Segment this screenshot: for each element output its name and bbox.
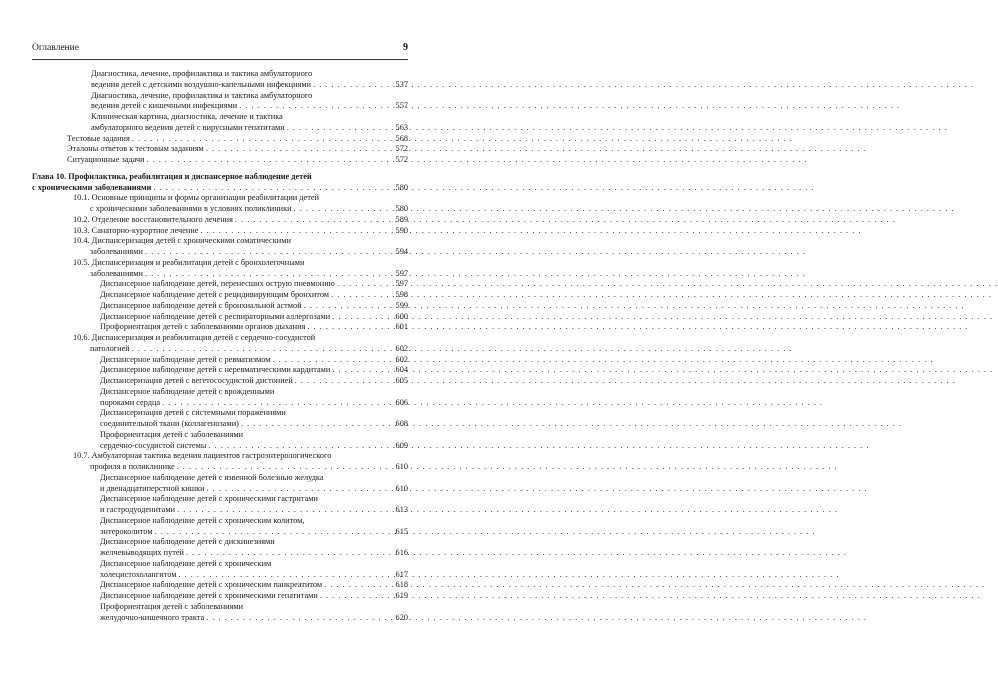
toc-entry-text: Диспансерное наблюдение детей с неревматическими кардитами xyxy=(100,365,331,375)
toc-entry-text: с хроническими заболеваниями xyxy=(32,182,152,192)
toc-entry-s3 xyxy=(32,226,408,237)
toc-entry-text: 10.5. Диспансеризация и реабилитация детей с бронхолегочными xyxy=(73,257,305,267)
dot-leader xyxy=(206,144,394,155)
toc-entry-text: Ситуационные задачи xyxy=(67,155,145,164)
dot-leader xyxy=(304,301,394,312)
dot-leader xyxy=(235,215,394,226)
toc-entry-s2 xyxy=(32,215,408,226)
toc-page-number: 597 xyxy=(395,268,408,278)
toc-page-number: 597 xyxy=(395,279,408,289)
toc-entry-text: профиля в поликлинике xyxy=(90,462,175,471)
toc-entry-s6a xyxy=(32,355,408,366)
toc-page-number: 610 xyxy=(395,462,408,471)
toc-entry-s5c xyxy=(32,301,408,312)
toc-entry-text: 10.3. Санаторно-курортное лечение xyxy=(73,225,199,235)
toc-entry-s6f xyxy=(32,430,408,452)
toc-entry-text: сердечно-сосудистой системы xyxy=(100,440,207,450)
toc-entry-text: ведения детей с кишечными инфекциями xyxy=(91,101,238,111)
toc-entry-text: 10.1. Основные принципы и формы организации реабилитации детей xyxy=(73,193,319,203)
toc-page-number: 610 xyxy=(395,483,408,493)
toc-page-number: 568 xyxy=(395,133,408,143)
dot-leader xyxy=(155,527,394,538)
toc-page-number: 601 xyxy=(395,322,408,332)
toc-page-number: 604 xyxy=(395,365,408,375)
toc-entry-a1 xyxy=(32,69,408,91)
toc-page-number: 537 xyxy=(395,79,408,89)
toc-entry-text: Диспансерное наблюдение детей с хроническим xyxy=(100,558,272,568)
toc-entry-s6 xyxy=(32,333,408,355)
dot-leader xyxy=(200,226,393,237)
toc-entry-s7e xyxy=(32,559,408,581)
table-of-contents xyxy=(32,69,408,623)
dot-leader xyxy=(320,591,394,602)
toc-page-number: 580 xyxy=(395,204,408,213)
toc-entry-text: и гастродуоденитами xyxy=(100,505,176,514)
dot-leader xyxy=(294,204,394,215)
dot-leader xyxy=(177,462,394,473)
toc-entry-text: Диспансерное наблюдение детей с бронхиальной астмой xyxy=(100,300,302,310)
toc-page-number: 605 xyxy=(395,376,408,385)
dot-leader xyxy=(307,322,393,333)
dot-leader xyxy=(241,419,394,430)
toc-entry-text: заболеваниями xyxy=(90,268,143,278)
toc-entry-text: Диспансеризация детей с системными поражениями xyxy=(100,408,286,418)
running-header-title: Оглавление xyxy=(32,43,79,53)
dot-leader xyxy=(132,134,394,145)
toc-entry-s6d xyxy=(32,387,408,409)
dot-leader xyxy=(145,247,394,258)
toc-entry-text: Диспансерное наблюдение детей с язвенной болезнью желудка xyxy=(100,472,324,482)
toc-entry-s7h xyxy=(32,602,408,624)
page-number: 9 xyxy=(403,42,408,53)
toc-entry-text: Диагностика, лечение, профилактика и тактика амбулаторного xyxy=(91,69,313,78)
toc-entry-s7a xyxy=(32,473,408,495)
toc-entry-text: Эталоны ответов к тестовым заданиям xyxy=(67,144,204,154)
toc-entry-text: Диспансерное наблюдение детей с дискинезиями xyxy=(100,537,275,547)
dot-leader xyxy=(207,484,394,495)
toc-entry-s5 xyxy=(32,258,408,280)
dot-leader xyxy=(178,570,393,581)
toc-entry-s6c xyxy=(32,376,408,387)
toc-entry-text: Диспансерное наблюдение детей с хроническим колитом, xyxy=(100,515,305,525)
toc-entry-text: Диспансерное наблюдение детей с ревматизмом xyxy=(100,354,271,364)
toc-page-number: 580 xyxy=(395,182,408,192)
toc-page-number: 606 xyxy=(395,397,408,407)
dot-leader xyxy=(153,183,393,194)
toc-page-number: 616 xyxy=(395,548,408,557)
toc-entry-a3 xyxy=(32,112,408,134)
toc-page-number: 609 xyxy=(395,440,408,450)
dot-leader xyxy=(239,101,393,112)
toc-entry-s5e xyxy=(32,322,408,333)
dot-leader xyxy=(337,279,394,290)
toc-page-number: 602 xyxy=(395,343,408,353)
toc-entry-text: Диспансеризация детей с вегетососудистой дистонией xyxy=(100,376,293,385)
toc-entry-text: соединительной ткани (коллагенозами) xyxy=(100,419,239,428)
toc-entry-ch10 xyxy=(32,172,408,194)
toc-page-number: 594 xyxy=(395,247,408,256)
toc-page-number: 619 xyxy=(395,591,408,600)
dot-leader xyxy=(313,80,393,91)
toc-page-number: 620 xyxy=(395,612,408,622)
toc-page-number: 557 xyxy=(395,101,408,111)
toc-entry-text: желчевыводящих путей xyxy=(100,548,184,557)
dot-leader xyxy=(324,580,393,591)
toc-entry-s5a xyxy=(32,279,408,290)
toc-page-number: 608 xyxy=(395,419,408,428)
toc-page-number: 599 xyxy=(395,300,408,310)
toc-entry-text: Диагностика, лечение, профилактика и тактика амбулаторного xyxy=(91,90,313,100)
toc-page-number: 617 xyxy=(395,569,408,579)
toc-entry-text: желудочно-кишечного тракта xyxy=(100,612,205,622)
toc-entry-text: заболеваниями xyxy=(90,247,143,256)
toc-entry-a2 xyxy=(32,91,408,113)
toc-entry-text: холецистохолангитом xyxy=(100,569,177,579)
toc-page-number: 600 xyxy=(395,311,408,321)
toc-entry-text: энтероколитом xyxy=(100,526,153,536)
toc-entry-text: с хроническими заболеваниями в условиях поликлиники xyxy=(90,204,292,213)
dot-leader xyxy=(331,290,393,301)
dot-leader xyxy=(332,365,393,376)
dot-leader xyxy=(162,398,393,409)
toc-page-number: 563 xyxy=(395,122,408,132)
toc-entry-text: 10.6. Диспансеризация и реабилитация детей с сердечно-сосудистой xyxy=(73,333,316,342)
header-rule xyxy=(32,59,408,60)
toc-page-number: 590 xyxy=(395,225,408,235)
toc-entry-text: Глава 10. Профилактика, реабилитация и диспансерное наблюдение детей xyxy=(32,171,312,181)
toc-entry-s7d xyxy=(32,537,408,559)
toc-entry-s7g xyxy=(32,591,408,602)
toc-entry-text: Диспансерное наблюдение детей с хроническими гепатитами xyxy=(100,591,318,600)
toc-entry-s6e xyxy=(32,408,408,430)
toc-entry-text: Клиническая картина, диагностика, лечение и тактика xyxy=(91,112,283,121)
dot-leader xyxy=(272,355,393,366)
dot-leader xyxy=(208,441,393,452)
toc-entry-text: 10.4. Диспансеризация детей с хроническими соматическими xyxy=(73,236,291,246)
toc-entry-s7b xyxy=(32,494,408,516)
toc-entry-a4 xyxy=(32,134,408,145)
toc-entry-text: Диспансерное наблюдение детей с хроническими гастритами xyxy=(100,494,318,504)
toc-page-number: 598 xyxy=(395,290,408,299)
toc-page-number: 572 xyxy=(395,155,408,164)
toc-entry-text: пороками сердца xyxy=(100,397,161,407)
toc-entry-text: амбулаторного ведения детей с вирусными гепатитами xyxy=(91,122,285,132)
toc-page-number: 589 xyxy=(395,214,408,224)
dot-leader xyxy=(147,155,394,166)
dot-leader xyxy=(206,613,393,624)
toc-page-number: 613 xyxy=(395,505,408,514)
running-header xyxy=(32,43,408,57)
toc-entry-s4 xyxy=(32,236,408,258)
dot-leader xyxy=(295,376,394,387)
toc-entry-s5b xyxy=(32,290,408,301)
dot-leader xyxy=(287,123,394,134)
dot-leader xyxy=(132,344,394,355)
toc-entry-text: Диспансерное наблюдение детей с респираторными аллергозами xyxy=(100,311,331,321)
toc-entry-a6 xyxy=(32,155,408,166)
dot-leader xyxy=(145,269,394,280)
toc-page-number: 572 xyxy=(395,144,408,154)
toc-entry-text: и двенадцатиперстной кишки xyxy=(100,483,205,493)
toc-entry-text: патологией xyxy=(90,343,130,353)
toc-entry-text: Диспансерное наблюдение детей, перенесших острую пневмонию xyxy=(100,279,335,289)
toc-entry-text: Профориентация детей с заболеваниями органов дыхания xyxy=(100,322,306,332)
dot-leader xyxy=(186,548,394,559)
toc-entry-text: Профориентация детей с заболеваниями xyxy=(100,429,244,439)
toc-entry-s7f xyxy=(32,580,408,591)
toc-entry-a5 xyxy=(32,144,408,155)
toc-page-number: 602 xyxy=(395,354,408,364)
toc-entry-text: 10.7. Амбулаторная тактика ведения пациентов гастроэнтерологического xyxy=(73,451,332,461)
toc-entry-text: ведения детей с детскими воздушно-капельными инфекциями xyxy=(91,79,312,89)
toc-entry-text: Диспансерное наблюдение детей с хроническим панкреатитом xyxy=(100,580,323,590)
toc-entry-s7 xyxy=(32,451,408,473)
toc-entry-s5d xyxy=(32,312,408,323)
toc-page-number: 618 xyxy=(395,580,408,590)
toc-entry-s1 xyxy=(32,193,408,215)
toc-entry-s6b xyxy=(32,365,408,376)
toc-entry-text: Тестовые задания xyxy=(67,133,130,143)
toc-entry-text: Профориентация детей с заболеваниями xyxy=(100,601,244,611)
toc-entry-text: Диспансерное наблюдение детей с врожденными xyxy=(100,386,275,396)
toc-entry-s7c xyxy=(32,516,408,538)
dot-leader xyxy=(177,505,394,516)
toc-entry-text: Диспансерное наблюдение детей с рецидивирующим бронхитом xyxy=(100,290,330,299)
toc-entry-text: 10.2. Отделение восстановительного лечения xyxy=(73,214,233,224)
dot-leader xyxy=(332,312,393,323)
toc-page-number: 615 xyxy=(395,526,408,536)
